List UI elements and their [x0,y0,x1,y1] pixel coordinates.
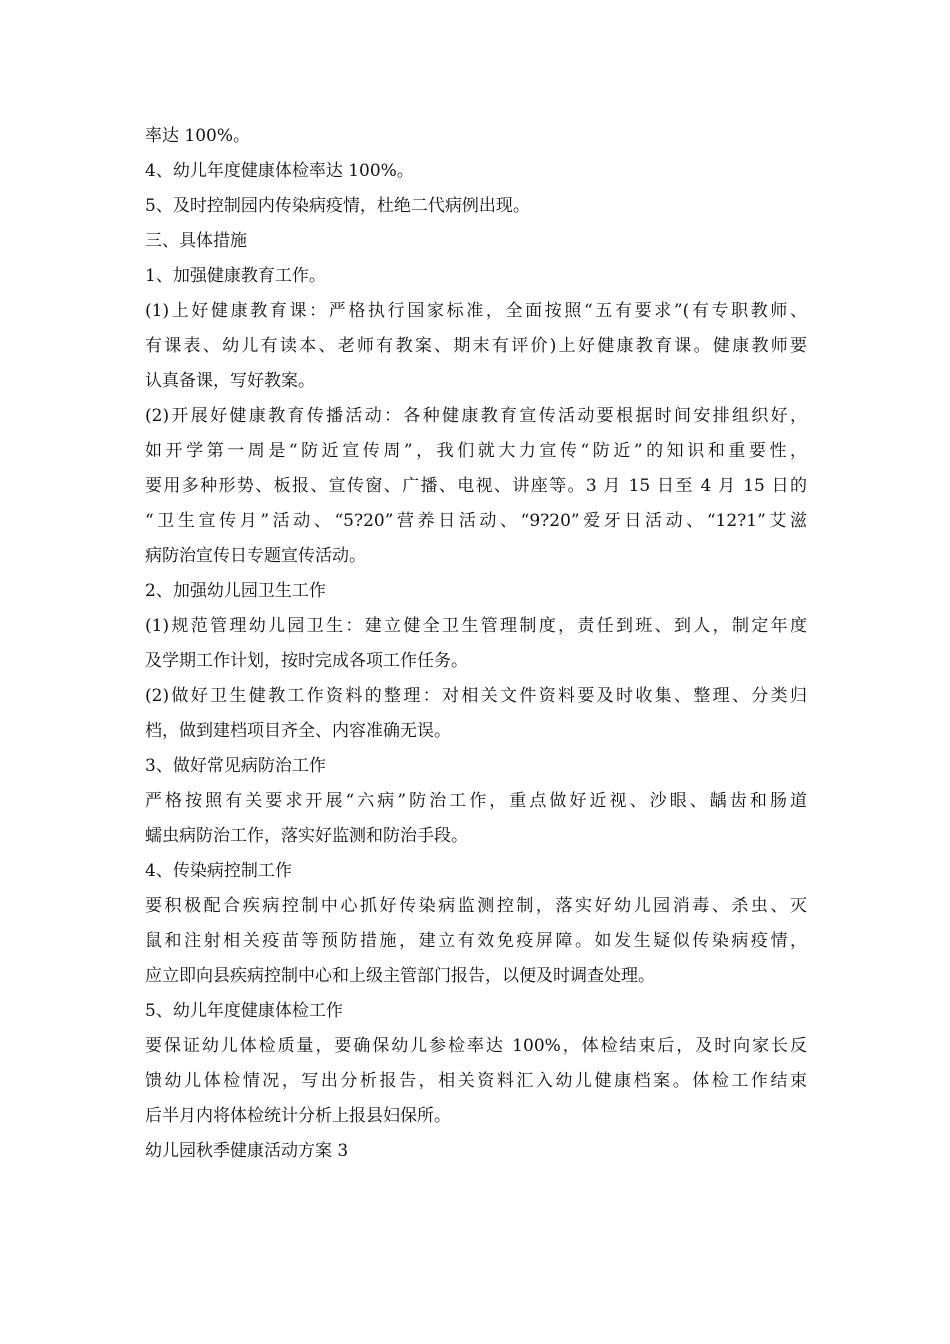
text-line: 认真备课，写好教案。 [145,371,315,391]
text-line: 要保证幼儿体检质量，要确保幼儿参检率达 100%，体检结束后，及时向家长反 [145,1036,807,1056]
text-line: 有课表、幼儿有读本、老师有教案、期末有评价)上好健康教育课。健康教师要 [145,336,807,356]
subsection-heading: 1、加强健康教育工作。 [145,266,326,286]
text-line: (2)做好卫生健教工作资料的整理：对相关文件资料要及时收集、整理、分类归 [145,686,807,706]
text-line: 5、及时控制园内传染病疫情，杜绝二代病例出现。 [145,196,530,216]
text-line: 馈幼儿体检情况，写出分析报告，相关资料汇入幼儿健康档案。体检工作结束 [145,1071,807,1091]
text-line: 病防治宣传日专题宣传活动。 [145,546,366,566]
text-line: 要用多种形势、板报、宣传窗、广播、电视、讲座等。3 月 15 日至 4 月 15 日的 [145,476,807,496]
text-line: 要积极配合疾病控制中心抓好传染病监测控制，落实好幼儿园消毒、杀虫、灭 [145,896,807,916]
document-body [145,119,807,1169]
text-line: (1)规范管理幼儿园卫生：建立健全卫生管理制度，责任到班、到人，制定年度 [145,616,807,636]
text-line: 率达 100%。 [145,126,251,146]
text-line: 严格按照有关要求开展“六病”防治工作，重点做好近视、沙眼、龋齿和肠道 [145,791,807,811]
text-line: 后半月内将体检统计分析上报县妇保所。 [145,1106,451,1126]
subsection-heading: 4、传染病控制工作 [145,861,292,881]
text-line: “卫生宣传月”活动、“5?20”营养日活动、“9?20”爱牙日活动、“12?1”艾滋 [145,511,807,531]
text-line: 如开学第一周是“防近宣传周”，我们就大力宣传“防近”的知识和重要性， [145,441,807,461]
subsection-heading: 5、幼儿年度健康体检工作 [145,1001,343,1021]
subsection-heading: 2、加强幼儿园卫生工作 [145,581,326,601]
text-line: 鼠和注射相关疫苗等预防措施，建立有效免疫屏障。如发生疑似传染病疫情， [145,931,807,951]
text-line: 档，做到建档项目齐全、内容准确无误。 [145,721,451,741]
text-line: 4、幼儿年度健康体检率达 100%。 [145,161,414,181]
section-heading: 三、具体措施 [145,231,247,251]
text-line: 及学期工作计划，按时完成各项工作任务。 [145,651,468,671]
text-line: 应立即向县疾病控制中心和上级主管部门报告，以便及时调查处理。 [145,966,655,986]
text-line: (2)开展好健康教育传播活动：各种健康教育宣传活动要根据时间安排组织好， [145,406,807,426]
document-title-next: 幼儿园秋季健康活动方案 3 [145,1141,349,1161]
text-line: 蠕虫病防治工作，落实好监测和防治手段。 [145,826,468,846]
subsection-heading: 3、做好常见病防治工作 [145,756,326,776]
text-line: (1)上好健康教育课：严格执行国家标准，全面按照“五有要求”(有专职教师、 [145,301,807,321]
